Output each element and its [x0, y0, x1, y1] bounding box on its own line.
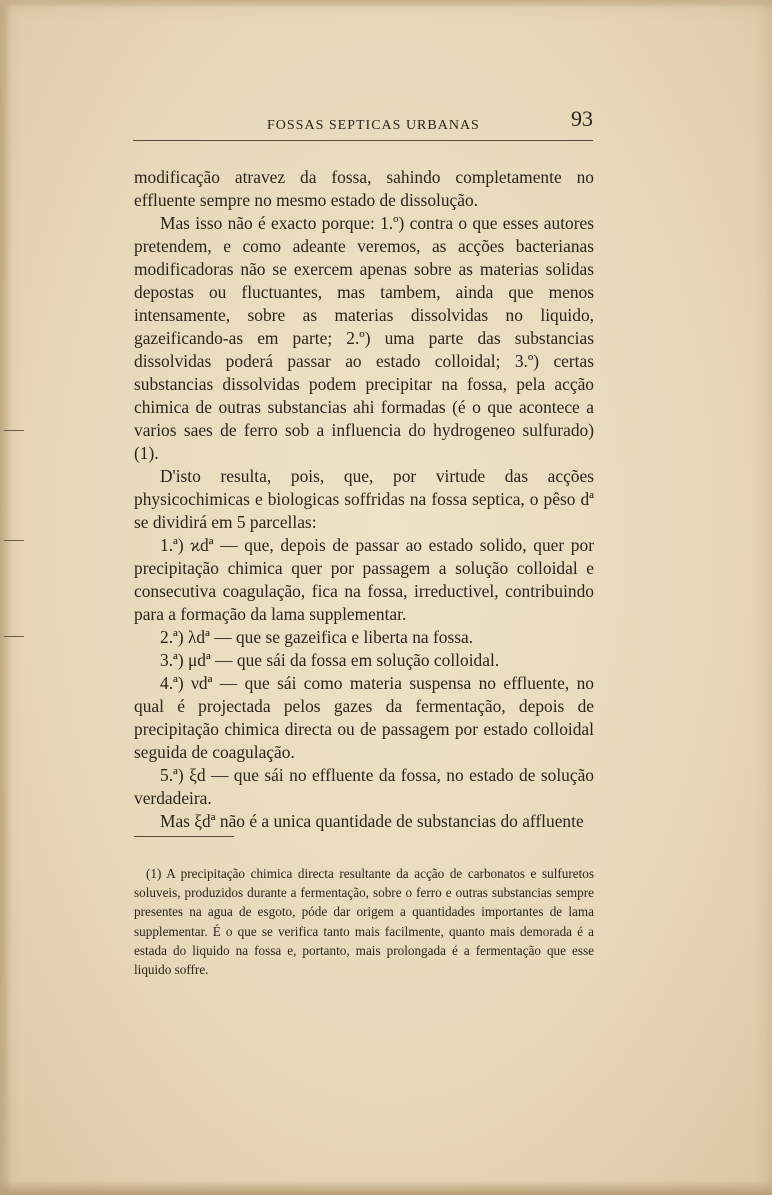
paragraph: D'isto resulta, pois, que, por virtude das acções physicochimicas e biologicas soffridas na fossa septica, o pêso dª se dividirá em 5 parcellas: [134, 466, 594, 532]
running-title: FOSSAS SEPTICAS URBANAS [267, 118, 480, 133]
page-left-edge [0, 0, 12, 1195]
paragraph: modificação atravez da fossa, sahindo completamente no effluente sempre no mesmo estado de dissolução. [134, 167, 594, 210]
margin-mark [4, 636, 24, 637]
list-item: 2.ª) λdª — que se gazeifica e liberta na fossa. [160, 627, 474, 647]
header-rule [133, 140, 593, 141]
page-bottom-edge [0, 1181, 772, 1195]
margin-mark [4, 540, 24, 541]
body-text [134, 166, 594, 833]
footnote-text: (1) A precipitação chimica directa resultante da acção de carbonatos e sulfuretos soluveis, produzidos durante a fermentação, sobre o ferro e outras substancias sempre presentes na agua de esgoto, póde dar origem a quantidades importantes de lama supplementar. É o que se verifica tanto mais facilmente, quanto mais demorada é a estada do liquido na fossa e, portanto, mais prolongada é a fermentação que esse liquido soffre. [134, 866, 594, 978]
footnote [134, 864, 594, 979]
margin-mark [4, 430, 24, 431]
page-top-edge [0, 0, 772, 8]
footnote-rule [134, 836, 234, 837]
page-header [133, 104, 593, 144]
paragraph: Mas ξdª não é a unica quantidade de substancias do affluente [160, 811, 584, 831]
paragraph: Mas isso não é exacto porque: 1.º) contra o que esses autores pretendem, e como adeante veremos, as acções bacterianas modificadoras não se exercem apenas sobre as materias solidas depostas ou fluctuantes, mas tambem, ainda que menos intensamente, sobre as materias dissolvidas no liquido, gazeificando-as em parte; 2.º) uma parte das substancias dissolvidas poderá passar ao estado colloidal; 3.º) certas substancias dissolvidas podem precipitar na fossa, pela acção chimica de outras substancias ahi formadas (é o que acontece a varios saes de ferro sob a influencia do hydrogeneo sulfurado) (1). [134, 213, 594, 463]
list-item: 3.ª) μdª — que sái da fossa em solução colloidal. [160, 650, 500, 670]
list-item: 5.ª) ξd — que sái no effluente da fossa, no estado de solução verdadeira. [134, 765, 594, 808]
list-item: 4.ª) νdª — que sái como materia suspensa no effluente, no qual é projectada pelos gazes da fermentação, depois de precipitação chimica directa ou de passagem por estado colloidal seguida de coagulação. [134, 673, 594, 762]
list-item: 1.ª) ϰdª — que, depois de passar ao estado solido, quer por precipitação chimica quer por passagem a solução colloidal e consecutiva coagulação, fica na fossa, irreductivel, contribuindo para a formação da lama supplementar. [134, 535, 594, 624]
page-number: 93 [571, 106, 593, 131]
